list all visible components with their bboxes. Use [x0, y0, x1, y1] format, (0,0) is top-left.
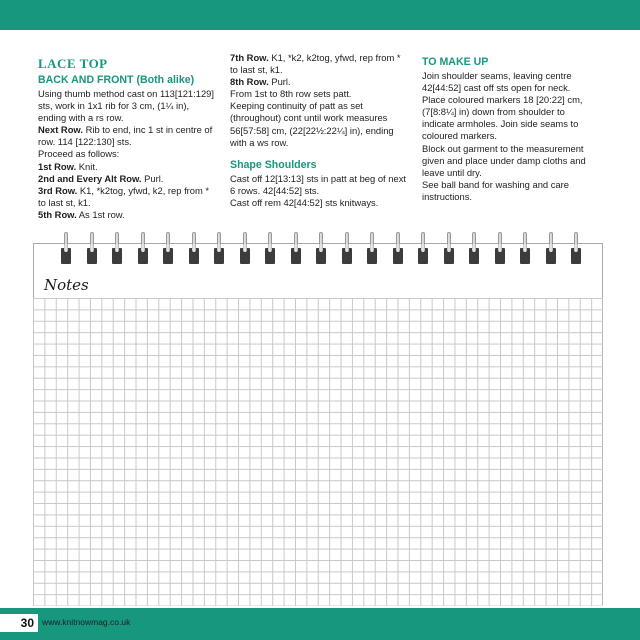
binding-ring	[468, 232, 480, 266]
page-number: 30	[0, 614, 38, 632]
footer-url: www.knitnowmag.co.uk	[42, 617, 131, 627]
binding-ring	[213, 232, 225, 266]
binding-ring	[545, 232, 557, 266]
row1-label: 1st Row.	[38, 160, 77, 172]
remaining-cast-off-text: Cast off rem 42[44:52] sts knitways.	[230, 196, 379, 208]
binding-ring	[60, 232, 72, 266]
notes-grid	[33, 298, 603, 606]
row5-label: 5th Row.	[38, 208, 77, 220]
row7-label: 7th Row.	[230, 52, 269, 63]
binding-ring	[366, 232, 378, 266]
notes-label: Notes	[44, 276, 89, 294]
binding-ring	[392, 232, 404, 266]
subsection-title-back-front: BACK AND FRONT (Both alike)	[38, 74, 195, 86]
binding-ring	[162, 232, 174, 266]
pattern-column-1	[38, 52, 218, 221]
make-up-markers-text: Place coloured markers 18 [20:22] cm, (7[8:8¼] in) down from shoulder to indicate armholes. Join side seams to coloured markers.	[422, 94, 583, 142]
row1-text: Knit.	[76, 160, 98, 172]
pattern-set-text: From 1st to 8th row sets patt.	[230, 88, 352, 100]
binding-ring	[111, 232, 123, 266]
binding-ring	[137, 232, 149, 266]
make-up-care-text: See ball band for washing and care instructions.	[422, 178, 569, 202]
shoulder-cast-off-text: Cast off 12[13:13] sts in patt at beg of next 6 rows. 42[44:52] sts.	[230, 172, 406, 196]
row1-instruction	[38, 161, 218, 173]
binding-ring	[188, 232, 200, 266]
subsection-title-shape-shoulders: Shape Shoulders	[230, 158, 317, 171]
pattern-column-3	[422, 52, 594, 203]
binding-ring	[519, 232, 531, 266]
binding-ring	[570, 232, 582, 266]
next-row-label: Next Row.	[38, 124, 83, 136]
make-up-seams-text: Join shoulder seams, leaving centre 42[44:52] cast off sts open for neck.	[422, 70, 572, 94]
next-row-text: Rib to end, inc 1 st in centre of row. 114 [122:130] sts.	[38, 124, 213, 148]
row2-label: 2nd and Every Alt Row.	[38, 172, 142, 184]
binding-ring	[315, 232, 327, 266]
row3-text: K1, *k2tog, yfwd, k2, rep from * to last st, k1.	[38, 184, 210, 208]
binding-ring	[341, 232, 353, 266]
row3-instruction	[38, 185, 218, 209]
row2-text: Purl.	[141, 172, 164, 184]
proceed-text: Proceed as follows:	[38, 148, 120, 160]
row8-label: 8th Row.	[230, 76, 269, 88]
row2-instruction	[38, 173, 218, 185]
row8-text: Purl.	[268, 76, 291, 88]
continue-pattern-text: Keeping continuity of patt as set (throughout) cont until work measures 56[57:58] cm, (22[22½:22¼] in), ending with a ws row.	[230, 100, 394, 148]
row8-instruction	[230, 76, 406, 88]
binding-ring	[86, 232, 98, 266]
row3-label: 3rd Row.	[38, 184, 78, 196]
spiral-binding	[0, 232, 640, 270]
binding-ring	[239, 232, 251, 266]
row5-instruction	[38, 209, 218, 221]
binding-ring	[417, 232, 429, 266]
row7-text: K1, *k2, k2tog, yfwd, rep from * to last st, k1.	[230, 52, 401, 76]
binding-ring	[264, 232, 276, 266]
next-row-instruction	[38, 124, 218, 148]
binding-ring	[443, 232, 455, 266]
section-title-to-make-up: TO MAKE UP	[422, 56, 489, 68]
pattern-column-2	[230, 52, 406, 209]
section-title-lace-top: LACE TOP	[38, 56, 108, 71]
binding-ring	[494, 232, 506, 266]
binding-ring	[290, 232, 302, 266]
row5-text: As 1st row.	[76, 208, 125, 220]
make-up-block-text: Block out garment to the measurement given and place under damp cloths and leave until dry.	[422, 142, 586, 178]
row7-instruction	[230, 52, 406, 76]
cast-on-instructions: Using thumb method cast on 113[121:129] sts, work in 1x1 rib for 3 cm, (1¼ in), ending with a rs row.	[38, 88, 214, 124]
header-bar	[0, 0, 640, 30]
